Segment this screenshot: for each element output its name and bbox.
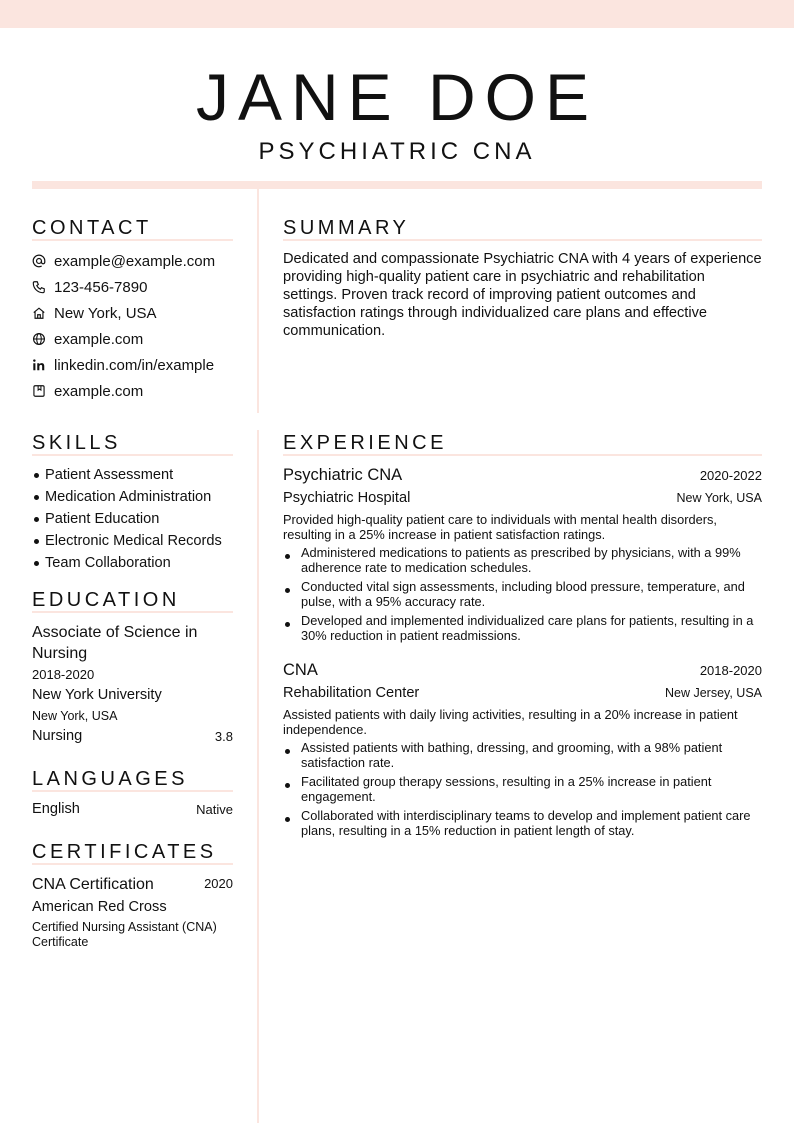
column-divider-bottom bbox=[257, 430, 259, 1123]
language-level: Native bbox=[196, 802, 233, 817]
job-bullet-text: Conducted vital sign assessments, including blood pressure, temperature, and pulse, with a 95% accuracy rate. bbox=[301, 579, 745, 609]
certificate-issuer: American Red Cross bbox=[32, 899, 167, 915]
contact-linkedin[interactable] bbox=[32, 352, 247, 378]
education-school: New York University bbox=[32, 687, 162, 703]
bullet-icon bbox=[285, 749, 290, 754]
skills-heading-rule bbox=[32, 454, 233, 456]
skills-heading: SKILLS bbox=[32, 432, 121, 454]
phone-icon bbox=[32, 280, 46, 294]
skill-label: Patient Assessment bbox=[45, 467, 174, 483]
candidate-role: PSYCHIATRIC CNA bbox=[258, 138, 536, 165]
job-description: Assisted patients with daily living activities, resulting in a 20% increase in patient independence. bbox=[283, 707, 738, 737]
skill-label: Team Collaboration bbox=[45, 555, 171, 571]
job-bullet bbox=[283, 579, 762, 609]
skill-label: Patient Education bbox=[45, 511, 160, 527]
globe-icon bbox=[32, 332, 46, 346]
job-bullet bbox=[283, 740, 762, 770]
candidate-name: JANE DOE bbox=[195, 60, 599, 134]
linkedin-icon bbox=[32, 358, 46, 372]
education-degree: Associate of Science in Nursing bbox=[32, 624, 198, 662]
contact-location bbox=[32, 300, 247, 326]
summary-heading: SUMMARY bbox=[283, 217, 410, 239]
summary-heading-rule bbox=[283, 239, 762, 241]
column-divider-top bbox=[257, 189, 259, 413]
job-bullet-text: Assisted patients with bathing, dressing, and grooming, with a 98% patient satisfaction rate. bbox=[301, 740, 723, 770]
contact-website-text: example.com bbox=[54, 330, 144, 348]
education-heading-rule bbox=[32, 611, 233, 613]
contact-list bbox=[32, 248, 247, 404]
job-bullets bbox=[283, 545, 762, 643]
bullet-icon bbox=[285, 588, 290, 593]
skill-item bbox=[32, 464, 247, 486]
job-bullet bbox=[283, 613, 762, 643]
bullet-icon bbox=[34, 539, 39, 544]
summary-text: Dedicated and compassionate Psychiatric CNA with 4 years of experience providing high-quality patient care in psychiatric and rehabilitation settings. Proven track record of improving patient outcomes and satisfaction ratings through individualized care plans and effective communication. bbox=[283, 251, 762, 339]
job-location: New Jersey, USA bbox=[664, 686, 762, 700]
job-description: Provided high-quality patient care to individuals with mental health disorders, resulting in a 25% increase in patient satisfaction ratings. bbox=[283, 512, 717, 542]
education-heading: EDUCATION bbox=[32, 589, 180, 611]
education-gpa: 3.8 bbox=[214, 729, 233, 744]
job-bullet bbox=[283, 545, 762, 575]
certificates-heading: CERTIFICATES bbox=[32, 841, 217, 863]
job-location: New York, USA bbox=[676, 491, 762, 505]
skill-item bbox=[32, 552, 247, 574]
bullet-icon bbox=[285, 783, 290, 788]
job-bullets bbox=[283, 740, 762, 838]
job-bullet-text: Collaborated with interdisciplinary teams to develop and implement patient care plans, resulting in a 15% reduction in patient length of stay. bbox=[301, 808, 751, 838]
job-company: Rehabilitation Center bbox=[283, 685, 420, 701]
certificates-heading-rule bbox=[32, 863, 233, 865]
contact-email[interactable] bbox=[32, 248, 247, 274]
bullet-icon bbox=[285, 817, 290, 822]
experience-heading: EXPERIENCE bbox=[283, 432, 447, 454]
job-bullet bbox=[283, 774, 762, 804]
job-bullet bbox=[283, 808, 762, 838]
experience-heading-rule bbox=[283, 454, 762, 456]
bullet-icon bbox=[34, 561, 39, 566]
education-years: 2018-2020 bbox=[32, 667, 95, 682]
bullet-icon bbox=[34, 495, 39, 500]
skill-item bbox=[32, 508, 247, 530]
job-title: Psychiatric CNA bbox=[283, 466, 403, 484]
header-divider bbox=[32, 181, 762, 189]
job-bullet-text: Developed and implemented individualized care plans for patients, resulting in a 30% reduction in patient readmissions. bbox=[301, 613, 754, 643]
job-title: CNA bbox=[283, 661, 318, 679]
bullet-icon bbox=[285, 622, 290, 627]
skill-label: Medication Administration bbox=[45, 489, 212, 505]
certificate-title: CNA Certification bbox=[32, 876, 154, 893]
languages-heading: LANGUAGES bbox=[32, 768, 188, 790]
certificate-description: Certified Nursing Assistant (CNA) Certificate bbox=[32, 920, 217, 949]
education-field: Nursing bbox=[32, 728, 83, 744]
bullet-icon bbox=[285, 554, 290, 559]
job-bullet-text: Administered medications to patients as prescribed by physicians, with a 99% adherence rate to medication schedules. bbox=[301, 545, 741, 575]
contact-heading-rule bbox=[32, 239, 233, 241]
job-bullet-text: Facilitated group therapy sessions, resulting in a 25% increase in patient engagement. bbox=[301, 774, 712, 804]
contact-linkedin-text: linkedin.com/in/example bbox=[54, 356, 215, 374]
job-dates: 2020-2022 bbox=[699, 468, 762, 483]
bullet-icon bbox=[34, 517, 39, 522]
skill-item bbox=[32, 530, 247, 552]
contact-phone[interactable] bbox=[32, 274, 247, 300]
language-name: English bbox=[32, 801, 80, 817]
contact-portfolio[interactable] bbox=[32, 378, 247, 404]
top-accent-band bbox=[0, 0, 794, 28]
contact-phone-text: 123-456-7890 bbox=[54, 278, 148, 296]
skills-list bbox=[32, 464, 247, 574]
job-entry-2 bbox=[283, 659, 762, 842]
languages-heading-rule bbox=[32, 790, 233, 792]
contact-website[interactable] bbox=[32, 326, 247, 352]
skill-item bbox=[32, 486, 247, 508]
job-entry-1 bbox=[283, 464, 762, 647]
at-icon bbox=[32, 254, 46, 268]
contact-location-text: New York, USA bbox=[54, 304, 157, 322]
contact-email-text: example@example.com bbox=[54, 252, 216, 270]
bookmark-icon bbox=[32, 384, 46, 398]
certificate-year: 2020 bbox=[204, 876, 233, 891]
bullet-icon bbox=[34, 473, 39, 478]
home-icon bbox=[32, 306, 46, 320]
contact-portfolio-text: example.com bbox=[54, 382, 144, 400]
job-company: Psychiatric Hospital bbox=[283, 490, 411, 506]
education-location: New York, USA bbox=[32, 709, 118, 723]
contact-heading: CONTACT bbox=[32, 217, 152, 239]
job-dates: 2018-2020 bbox=[699, 663, 762, 678]
skill-label: Electronic Medical Records bbox=[45, 533, 222, 549]
